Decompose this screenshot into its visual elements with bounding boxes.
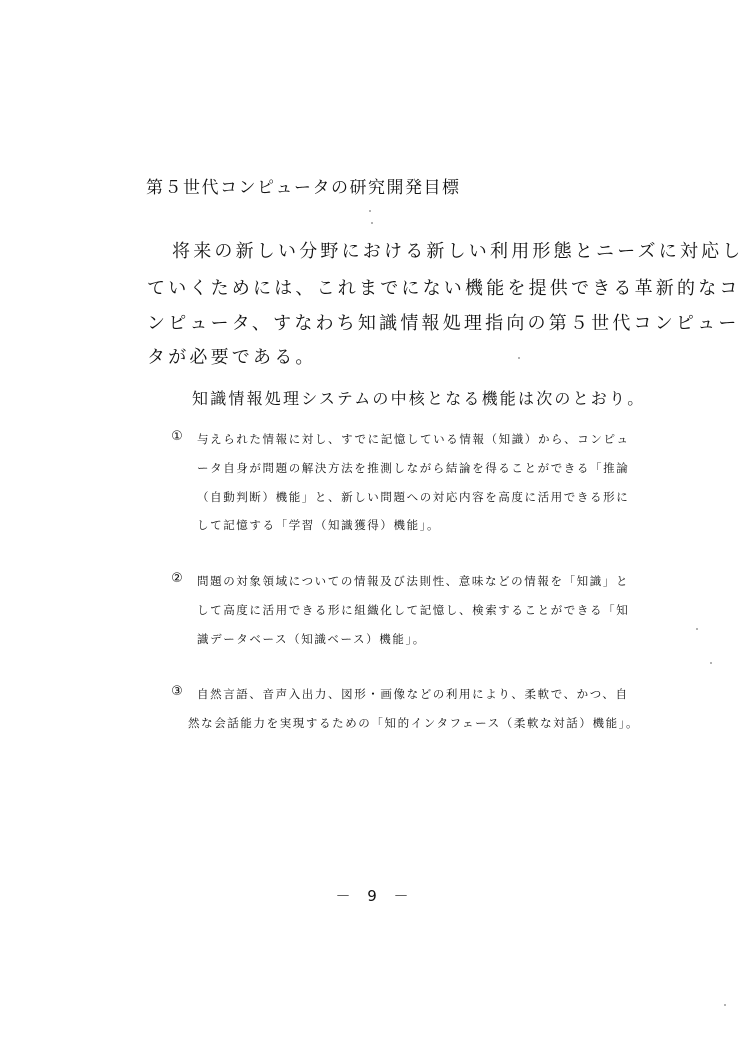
intro-line: ンピュータ、すなわち知識情報処理指向の第５世代コンピュー <box>147 313 740 334</box>
item-line: 問題の対象領域についての情報及び法則性、意味などの情報を「知識」と <box>197 574 630 588</box>
item-line: 識データベース（知識ベース）機能」。 <box>197 632 426 646</box>
item-line: 自然言語、音声入出力、図形・画像などの利用により、柔軟で、かつ、自 <box>197 687 629 701</box>
item-line: 与えられた情報に対し、すでに記憶している情報（知識）から、コンピュ <box>197 432 630 446</box>
page-number: － 9 － <box>335 887 415 905</box>
item-line: して高度に活用できる形に組織化して記憶し、検索することができる「知 <box>197 603 630 617</box>
item-marker: ① <box>171 429 183 444</box>
item-marker: ② <box>171 571 183 586</box>
scan-speck <box>369 210 371 212</box>
scan-speck <box>371 222 373 224</box>
scan-speck <box>696 628 698 630</box>
item-line: 然な会話能力を実現するための「知的インタフェース（柔軟な対話）機能」。 <box>188 716 640 730</box>
page-title: 第５世代コンピュータの研究開発目標 <box>146 178 461 198</box>
item-marker: ③ <box>171 684 183 699</box>
scan-speck <box>518 357 520 359</box>
scan-speck <box>724 1004 726 1006</box>
item-line: ータ自身が問題の解決方法を推測しながら結論を得ることができる「推論 <box>197 461 630 475</box>
summary-sentence: 知識情報処理システムの中核となる機能は次のとおり。 <box>192 389 646 408</box>
intro-line: タが必要である。 <box>147 347 317 368</box>
intro-line: ていくためには、これまでにない機能を提供できる革新的なコ <box>147 278 741 299</box>
intro-line: 将来の新しい分野における新しい利用形態とニーズに対応し <box>172 241 744 262</box>
item-line: して記憶する「学習（知識獲得）機能」。 <box>197 518 441 532</box>
scan-speck <box>710 662 712 664</box>
item-line: （自動判断）機能」と、新しい問題への対応内容を高度に活用できる形に <box>197 490 630 504</box>
